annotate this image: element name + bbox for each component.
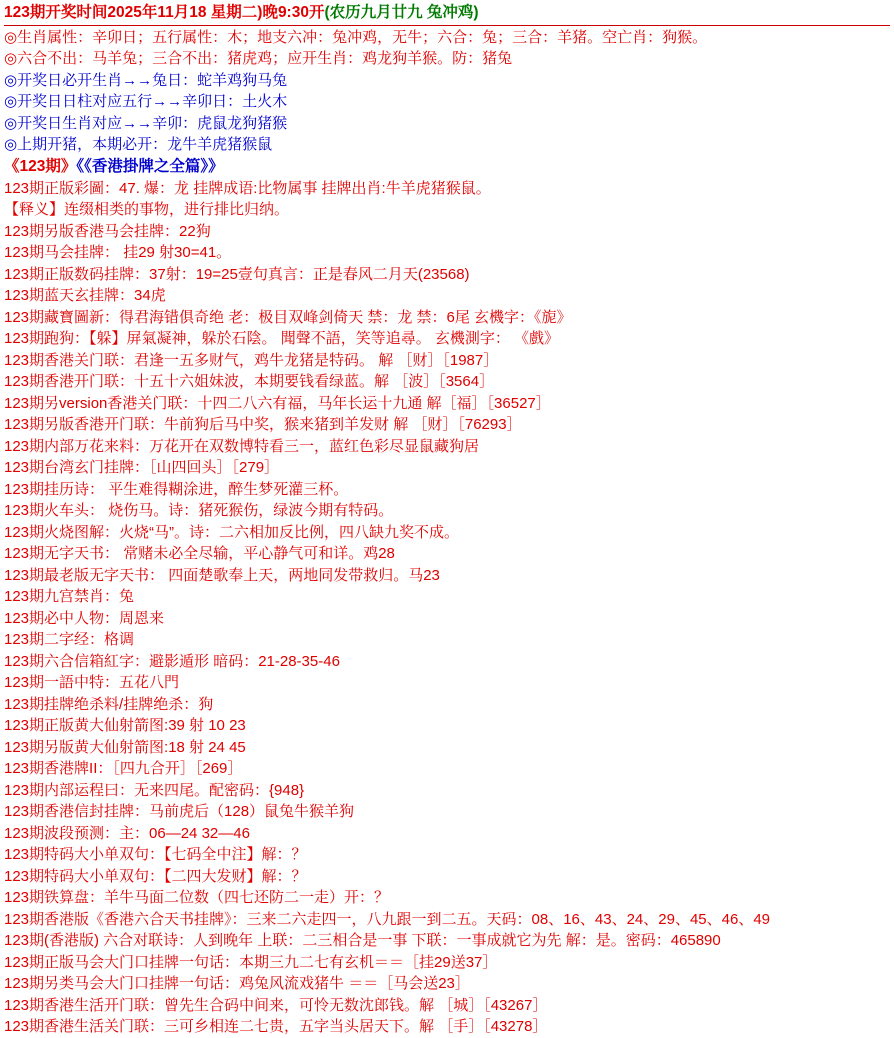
- content-line: 123期挂牌绝杀料/挂牌绝杀：狗: [4, 695, 214, 713]
- lunar-date-text: (农历九月廿九 兔冲鸡): [324, 4, 479, 21]
- content-line: 123期香港生活开门联：曾先生合码中间来，可怜无数沈郎钱。解 ［城］［43267］: [4, 996, 548, 1014]
- previous-draw-text: 上期开猪，本期必开：龙牛羊虎猪猴鼠: [17, 136, 273, 153]
- content-line: 123期九宫禁肖：兔: [4, 588, 135, 605]
- bullet-marker-icon: ◎: [4, 50, 18, 67]
- five-elements-row: [4, 91, 890, 113]
- content-line: 123期另版黄大仙射箭图:18 射 24 45: [4, 738, 246, 756]
- liuhe-row: [4, 48, 890, 70]
- bullet-marker-icon: ◎: [4, 114, 18, 132]
- content-line: 123期火烧图解：火烧“马”。诗：二六相加反比例，四八缺九奖不成。: [4, 523, 460, 541]
- content-line: 123期最老版无字天书： 四面楚歌奉上天，两地同发带救归。马23: [4, 566, 440, 584]
- content-line: 123期香港版《香港六合天书挂牌》：三来二六走四一，八九跟一到二五。天码：08、16、43、24、29、45、46、49: [4, 910, 771, 928]
- content-line: 123期挂历诗： 平生难得糊涂进，醉生梦死灌三杯。: [4, 480, 349, 498]
- zodiac-attribute-text: 生肖属性：辛卯日；五行属性：木；地支六冲：兔冲鸡，无牛；六合：兔；三合：羊猪。空亡肖：狗猴。: [17, 28, 708, 46]
- content-line: 123期香港牌II：［四九合开］［269］: [4, 760, 243, 777]
- five-elements-text: 开奖日日柱对应五行→→辛卯日：土火木: [17, 93, 288, 110]
- content-line: 123期另版香港开门联：牛前狗后马中奖，猴来猪到羊发财 解 ［财］［76293］: [4, 416, 522, 433]
- section-title: [4, 156, 890, 178]
- content-line: 123期另version香港关门联：十四二八六有福，马年长运十九通 解［福］［36527］: [4, 394, 551, 412]
- content-line: 123期必中人物：周恩来: [4, 609, 165, 627]
- content-line: 123期香港生活关门联：三可乡相连二七贵，五字当头居天下。解 ［手］［43278］: [4, 1018, 548, 1035]
- content-line: 123期正版数码挂牌：37射：19=25壹句真言：正是春风二月天(23568): [4, 265, 470, 283]
- content-line: 123期正版马会大门口挂牌一句话：本期三九二七有玄机＝＝［挂29送37］: [4, 953, 498, 971]
- content-line: 123期(香港版) 六合对联诗：人到晚年 上联：二三相合是一事 下联：一事成就它为先 解：是。密码：465890: [4, 932, 721, 949]
- content-lines-container: [4, 178, 890, 1038]
- content-line: 123期特码大小单双句：【七码全中注】解：？: [4, 846, 307, 863]
- content-line: 123期跑狗：【躲】屏氣凝神，躲於石陰。 聞聲不語，笑等追尋。 玄機測字： 《戲》: [4, 330, 560, 347]
- content-line: 123期火车头： 烧伤马。诗：猪死猴伤，绿波今期有特码。: [4, 502, 394, 519]
- bullet-marker-icon: ◎: [4, 93, 18, 110]
- content-line: 【释义】连缀相类的事物，进行排比归纳。: [4, 201, 290, 218]
- liuhe-text: 六合不出：马羊兔；三合不出：猪虎鸡；应开生肖：鸡龙狗羊猴。防：猪兔: [17, 50, 513, 67]
- must-open-zodiac-row: [4, 70, 890, 92]
- content-line: 123期波段预测：主：06—24 32—46: [4, 824, 250, 842]
- content-line: 123期一語中特：五花八門: [4, 674, 180, 691]
- issue-number-label: 《123期》: [4, 157, 77, 175]
- content-line: 123期蓝天玄挂牌：34虎: [4, 287, 166, 304]
- content-line: 123期特码大小单双句：【二四大发财】解：？: [4, 867, 307, 885]
- content-line: 123期二字经：格调: [4, 631, 135, 648]
- content-line: 123期台湾玄门挂牌：［山四回头］［279］: [4, 459, 280, 476]
- zodiac-mapping-text: 开奖日生肖对应→→辛卯：虎鼠龙狗猪猴: [17, 114, 288, 132]
- section-title-label: 《《香港掛牌之全篇》》: [76, 157, 224, 175]
- content-line: 123期内部运程曰：无来四尾。配密码：{948}: [4, 781, 305, 799]
- content-line: 123期香港开门联：十五十六姐妹波，本期要钱看绿蓝。解 ［波］［3564］: [4, 373, 495, 390]
- bullet-marker-icon: ◎: [4, 28, 18, 46]
- content-line: 123期马会挂牌： 挂29 射30=41。: [4, 244, 232, 261]
- content-line: 123期六合信箱紅字：避影遁形 暗码：21-28-35-46: [4, 652, 340, 670]
- content-line: 123期内部万花来料：万花开在双数博特看三一，蓝红色彩尽显鼠藏狗居: [4, 437, 480, 455]
- bullet-marker-icon: ◎: [4, 136, 18, 153]
- content-line: 123期铁算盘：羊牛马面二位数（四七还防二一走）开：？: [4, 889, 390, 906]
- content-line: 123期正版黄大仙射箭图:39 射 10 23: [4, 717, 246, 734]
- content-line: 123期无字天书： 常赌未必全尽输，平心静气可和详。鸡28: [4, 545, 395, 562]
- draw-time-text: 123期开奖时间2025年11月18 星期二)晚9:30开: [4, 4, 325, 21]
- content-line: 123期另版香港马会挂牌：22狗: [4, 222, 211, 240]
- content-line: 123期藏寶圖新：得君海错俱奇绝 老：极目双峰剑倚天 禁：龙 禁：6尾 玄機字：《旎》: [4, 308, 572, 326]
- content-line: 123期另类马会大门口挂牌一句话：鸡兔风流戏猪牛 ＝＝［马会送23］: [4, 975, 470, 992]
- draw-time-header: [4, 2, 890, 24]
- must-open-zodiac-text: 开奖日必开生肖→→兔日：蛇羊鸡狗马兔: [17, 71, 288, 89]
- content-line: 123期正版彩圖：47. 爆：龙 挂牌成语:比物属事 挂牌出肖:牛羊虎猪猴鼠。: [4, 179, 491, 197]
- previous-draw-row: [4, 134, 890, 156]
- bullet-marker-icon: ◎: [4, 71, 18, 89]
- content-line: 123期香港信封挂牌：马前虎后（128）鼠兔牛猴羊狗: [4, 803, 355, 820]
- zodiac-mapping-row: [4, 113, 890, 135]
- zodiac-attribute-row: [4, 25, 890, 49]
- content-line: 123期香港关门联：君逢一五多财气，鸡牛龙猪是特码。 解 ［财］［1987］: [4, 351, 499, 369]
